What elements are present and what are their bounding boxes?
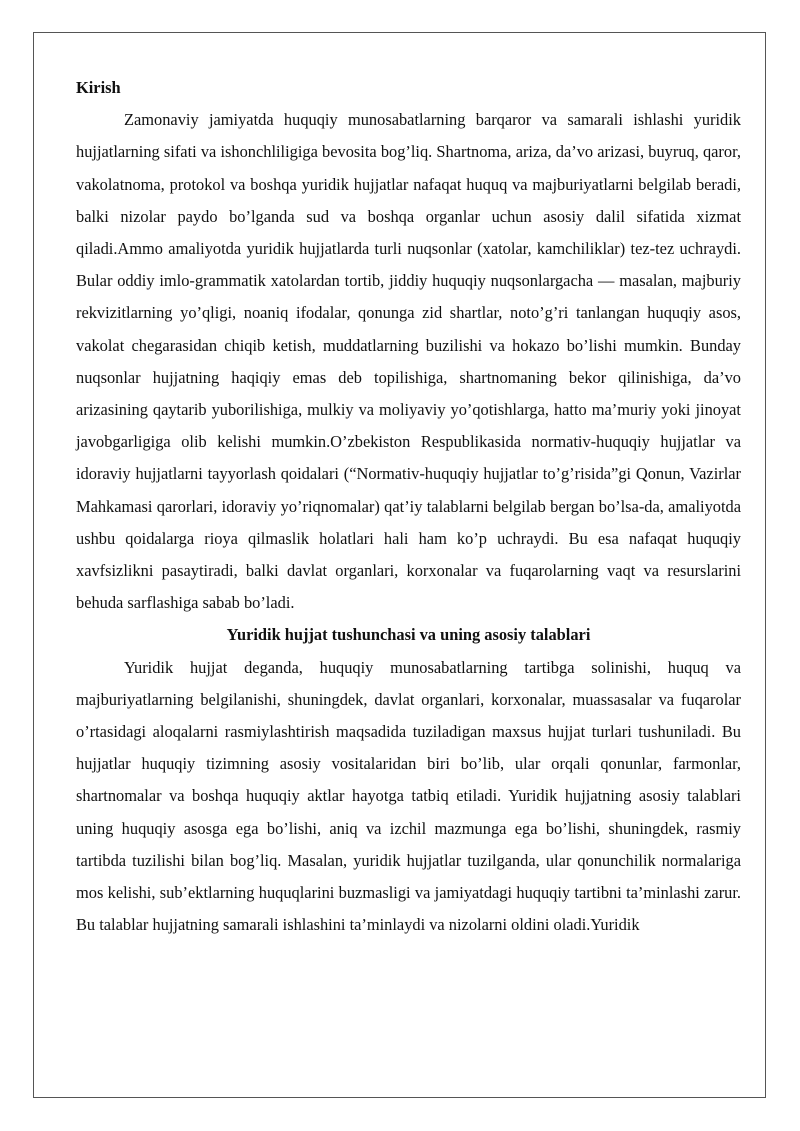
paragraph-legal-document-definition: Yuridik hujjat deganda, huquqiy munosabatlarning tartibga solinishi, huquq va majburiyatlarning belgilanishi, shuningdek, davlat organlari, korxonalar, muassasalar va fuqarolar o’rtasidagi aloqalarni rasmiylashtirish maqsadida tuziladigan maxsus hujjat turlari tushuniladi. Bu hujjatlar huquqiy tizimning asosiy vositalaridan biri bo’lib, ular orqali qonunlar, farmonlar, shartnomalar va boshqa huquqiy aktlar hayotga tatbiq etiladi. Yuridik hujjatning asosiy talablari uning huquqiy asosga ega bo’lishi, aniq va izchil mazmunga ega bo’lishi, shuningdek, rasmiy tartibda tuzilishi bilan bog’liq. Masalan, yuridik hujjatlar tuzilganda, ular qonunchilik normalariga mos kelishi, sub’ektlarning huquqlarini buzmasligi va jamiyatdagi huquqiy tartibni ta’minlashi zarur. Bu talablar hujjatning samarali ishlashini ta’minlaydi va nizolarni oldini oladi.Yuridik (76, 657, 741, 935)
section-heading-kirish: Kirish (76, 78, 121, 97)
paragraph-introduction: Zamonaviy jamiyatda huquqiy munosabatlarning barqaror va samarali ishlashi yuridik hujjatlarning sifati va ishonchliligiga bevosita bog’liq. Shartnoma, ariza, da’vo arizasi, buyruq, qaror, vakolatnoma, protokol va boshqa yuridik hujjatlar nafaqat huquq va majburiyatlarni belgilab beradi, balki nizolar paydo bo’lganda sud va boshqa organlar uchun asosiy dalil sifatida xizmat qiladi.Ammo amaliyotda yuridik hujjatlarda turli nuqsonlar (xatolar, kamchiliklar) tez-tez uchraydi. Bular oddiy imlo-grammatik xatolardan tortib, jiddiy huquqiy nuqsonlargacha — masalan, majburiy rekvizitlarning yo’qligi, noaniq ifodalar, qonunga zid shartlar, noto’g’ri tanlangan huquqiy asos, vakolat chegarasidan chiqib ketish, muddatlarning buzilishi va hokazo bo’lishi mumkin. Bunday nuqsonlar hujjatning haqiqiy emas deb topilishiga, shartnomaning bekor qilinishiga, da’vo arizasining qaytarib yuborilishiga, mulkiy va moliyaviy yo’qotishlarga, hatto ma’muriy yoki jinoyat javobgarligiga olib kelishi mumkin.O’zbekiston Respublikasida normativ-huquqiy hujjatlar va idoraviy hujjatlarni tayyorlash qoidalari (“Normativ-huquqiy hujjatlar to’g’risida”gi Qonun, Vazirlar Mahkamasi qarorlari, idoraviy yo’riqnomalar) qat’iy talablarni belgilab bergan bo’lsa-da, amaliyotda ushbu qoidalarga rioya qilmaslik holatlari hali ham ko’p uchraydi. Bu esa nafaqat huquqiy xavfsizlikni pasaytiradi, balki davlat organlari, korxonalar va fuqarolarning vaqt va resurslarini behuda sarflashiga sabab bo’ladi. (76, 110, 741, 613)
document-body (76, 72, 741, 941)
section-heading-legal-document: Yuridik hujjat tushunchasi va uning asosiy talablari (226, 625, 591, 645)
